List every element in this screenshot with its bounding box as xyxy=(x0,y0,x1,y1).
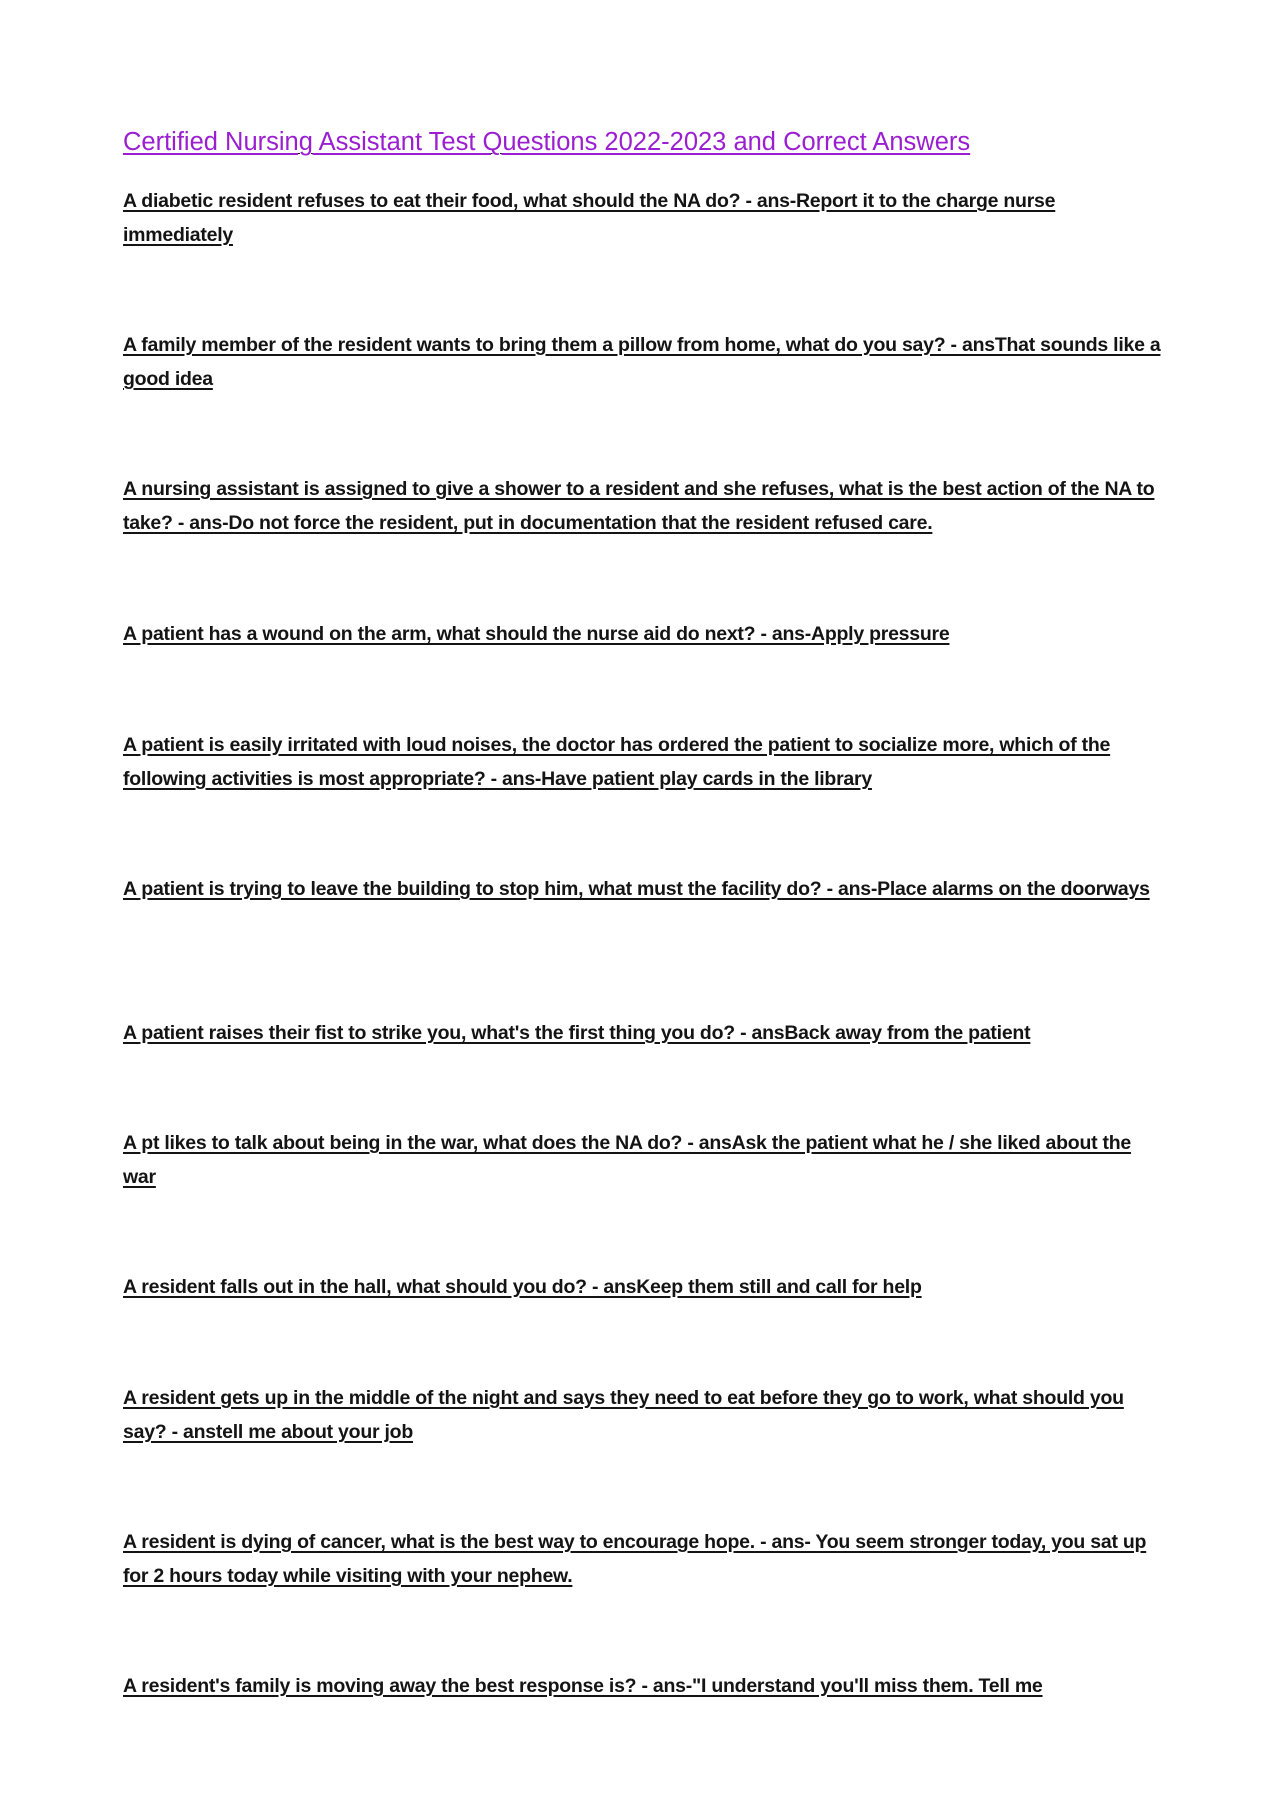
qa-item-10: A resident gets up in the middle of the night and says they need to eat before they go to work, what should you say? - anstell me about your job xyxy=(123,1387,1124,1443)
qa-item-1: A diabetic resident refuses to eat their food, what should the NA do? - ans-Report it to the charge nurse immediately xyxy=(123,190,1056,246)
qa-item-4: A patient has a wound on the arm, what should the nurse aid do next? - ans-Apply pressure xyxy=(123,623,950,645)
document-title-link[interactable]: Certified Nursing Assistant Test Questions 2022-2023 and Correct Answers xyxy=(123,128,971,156)
qa-item-2: A family member of the resident wants to bring them a pillow from home, what do you say? - ansThat sounds like a good idea xyxy=(123,334,1161,390)
qa-item-5: A patient is easily irritated with loud noises, the doctor has ordered the patient to socialize more, which of the following activities is most appropriate? - ans-Have patient play cards in the library xyxy=(123,734,1111,790)
qa-item-3: A nursing assistant is assigned to give a shower to a resident and she refuses, what is the best action of the NA to take? - ans-Do not force the resident, put in documentation that the resident refused care. xyxy=(123,478,1155,534)
qa-item-8: A pt likes to talk about being in the war, what does the NA do? - ansAsk the patient what he / she liked about the war xyxy=(123,1132,1132,1188)
qa-item-11: A resident is dying of cancer, what is the best way to encourage hope. - ans- You seem stronger today, you sat up for 2 hours today while visiting with your nephew. xyxy=(123,1531,1147,1587)
document-title[interactable] xyxy=(123,124,1163,160)
qa-item-6: A patient is trying to leave the building to stop him, what must the facility do? - ans-Place alarms on the doorways xyxy=(123,878,1150,900)
qa-item-7: A patient raises their fist to strike you, what's the first thing you do? - ansBack away from the patient xyxy=(123,1022,1031,1044)
qa-item-12: A resident's family is moving away the best response is? - ans-"I understand you'll miss them. Tell me xyxy=(123,1675,1043,1697)
qa-item-9: A resident falls out in the hall, what should you do? - ansKeep them still and call for help xyxy=(123,1276,922,1298)
